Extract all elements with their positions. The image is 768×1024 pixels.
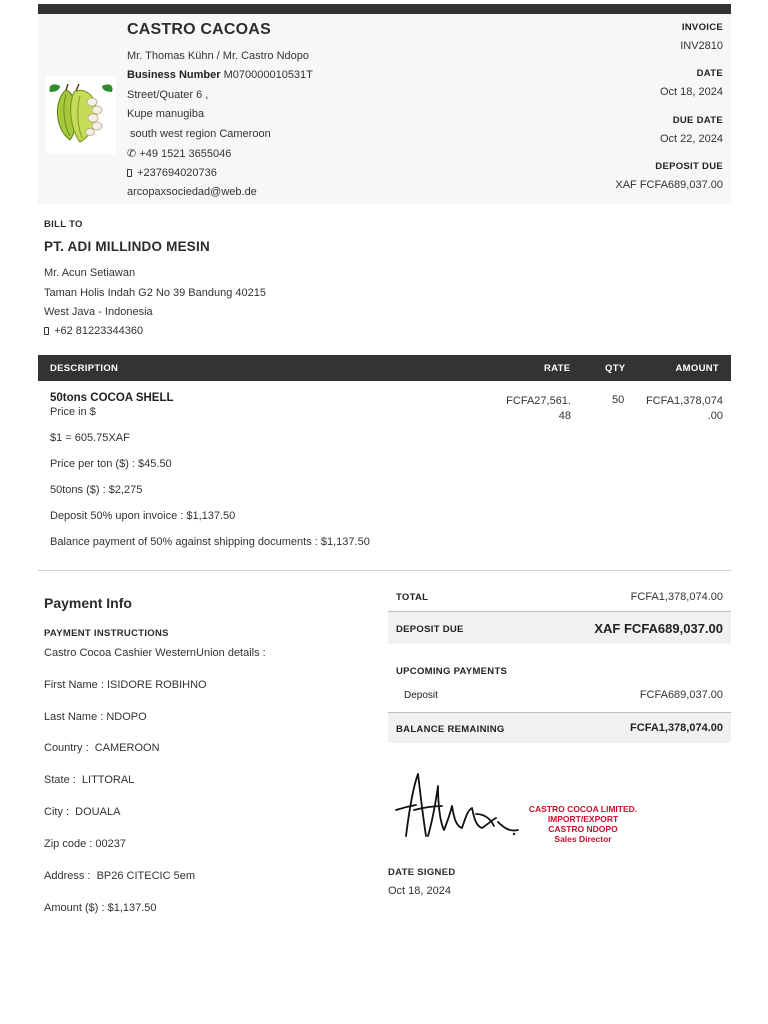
cocoa-pod-logo-icon [46, 76, 116, 154]
mobile-phone-icon [44, 327, 49, 335]
payment-line: Country : CAMEROON [44, 742, 160, 754]
item-line: Balance payment of 50% against shipping documents : $1,137.50 [50, 536, 370, 548]
company-phone [127, 147, 231, 160]
bill-to-label: BILL TO [44, 219, 83, 230]
stamp-line: CASTRO NDOPO [548, 824, 618, 834]
item-line: Deposit 50% upon invoice : $1,137.50 [50, 510, 236, 522]
company-stamp [524, 804, 642, 844]
item-amount-line2: .00 [707, 410, 723, 422]
item-rate-line1: FCFA27,561. [506, 395, 571, 407]
company-phone-value: +49 1521 3655046 [139, 148, 232, 160]
deposit-due-value: XAF FCFA689,037.00 [615, 179, 723, 191]
bill-to-name: PT. ADI MILLINDO MESIN [44, 239, 210, 254]
company-name: CASTRO CACOAS [127, 21, 271, 38]
bill-to-address1: Taman Holis Indah G2 No 39 Bandung 40215 [44, 287, 266, 299]
company-email: arcopaxsociedad@web.de [127, 186, 257, 198]
date-label: DATE [696, 68, 723, 79]
item-line: Price per ton ($) : $45.50 [50, 458, 172, 470]
invoice-header [38, 14, 731, 204]
upcoming-payments-label: UPCOMING PAYMENTS [396, 666, 508, 677]
date-signed-label: DATE SIGNED [388, 867, 456, 878]
item-line: 50tons ($) : $2,275 [50, 484, 143, 496]
company-mobile-value: +237694020736 [137, 167, 217, 179]
company-city: Kupe manugiba [127, 108, 205, 120]
business-number [127, 69, 313, 81]
total-row [388, 584, 731, 610]
item-rate [491, 394, 571, 424]
item-rate-line2: 48 [558, 410, 571, 422]
bill-to-contact: Mr. Acun Setiawan [44, 267, 136, 279]
company-street: Street/Quater 6 , [127, 89, 209, 101]
item-line: Price in $ [50, 406, 96, 418]
section-divider [38, 570, 731, 571]
payment-line: City : DOUALA [44, 806, 121, 818]
item-title: 50tons COCOA SHELL [50, 392, 174, 404]
deposit-label: Deposit [404, 690, 438, 701]
stamp-line: Sales Director [554, 834, 612, 844]
payment-line: First Name : ISIDORE ROBIHNO [44, 679, 207, 691]
items-table-header [38, 355, 731, 381]
invoice-number: INV2810 [680, 40, 723, 52]
item-line: $1 = 605.75XAF [50, 432, 130, 444]
payment-line: Amount ($) : $1,137.50 [44, 902, 157, 914]
deposit-row [388, 684, 731, 710]
col-description: DESCRIPTION [50, 363, 119, 374]
item-amount-line1: FCFA1,378,074 [645, 395, 723, 407]
total-value: FCFA1,378,074.00 [630, 591, 723, 603]
bill-to-phone [44, 325, 143, 337]
payment-line: State : LITTORAL [44, 774, 135, 786]
deposit-due-label: DEPOSIT DUE [655, 161, 723, 172]
deposit-due-row [388, 612, 731, 644]
signature [392, 770, 522, 845]
balance-remaining-row [388, 713, 731, 743]
due-date: Oct 22, 2024 [660, 133, 723, 145]
company-mobile [127, 167, 217, 179]
company-contacts: Mr. Thomas Kühn / Mr. Castro Ndopo [127, 50, 309, 62]
col-amount: AMOUNT [675, 363, 719, 374]
payment-line: Last Name : NDOPO [44, 711, 147, 723]
bill-to-address2: West Java - Indonesia [44, 306, 153, 318]
business-number-value: M070000010531T [223, 69, 313, 81]
top-bar [38, 4, 731, 14]
phone-icon: ✆ [127, 148, 137, 160]
business-number-label: Business Number [127, 69, 221, 81]
due-date-label: DUE DATE [672, 115, 723, 126]
deposit-value: FCFA689,037.00 [639, 689, 723, 701]
payment-line: Castro Cocoa Cashier WesternUnion details : [44, 647, 266, 659]
payment-line: Address : BP26 CITECIC 5em [44, 870, 195, 882]
payment-info-title: Payment Info [44, 595, 132, 611]
col-qty: QTY [605, 363, 626, 374]
balance-remaining-label: BALANCE REMAINING [396, 724, 505, 735]
totals-deposit-due-value: XAF FCFA689,037.00 [594, 621, 723, 636]
totals-deposit-due-label: DEPOSIT DUE [396, 624, 464, 635]
company-region: south west region Cameroon [127, 128, 271, 140]
item-qty: 50 [612, 394, 625, 406]
mobile-phone-icon [127, 169, 132, 177]
invoice-date: Oct 18, 2024 [660, 86, 723, 98]
item-amount [633, 394, 723, 424]
total-label: TOTAL [396, 592, 429, 603]
balance-remaining-value: FCFA1,378,074.00 [630, 722, 723, 734]
payment-instructions-label: PAYMENT INSTRUCTIONS [44, 628, 169, 639]
invoice-label: INVOICE [681, 22, 723, 33]
upcoming-payments-row [388, 660, 731, 682]
bill-to-phone-value: +62 81223344360 [54, 325, 144, 337]
date-signed: Oct 18, 2024 [388, 885, 451, 897]
stamp-line: IMPORT/EXPORT [547, 814, 619, 824]
payment-line: Zip code : 00237 [44, 838, 126, 850]
col-rate: RATE [544, 363, 571, 374]
stamp-line: CASTRO COCOA LIMITED. [528, 804, 638, 814]
